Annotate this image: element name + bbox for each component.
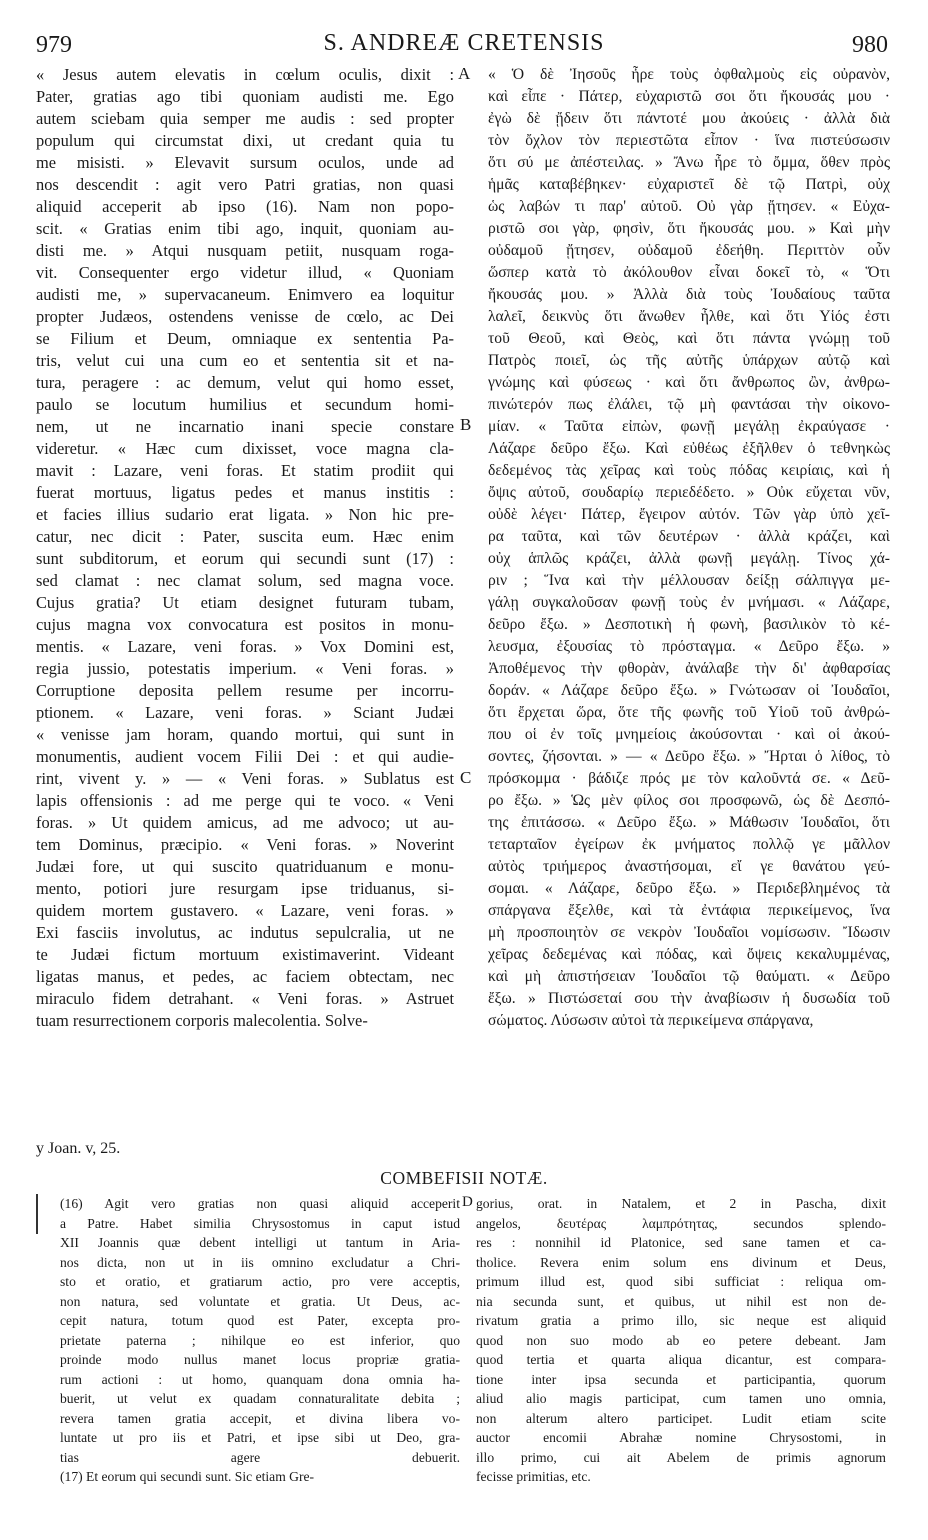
latin-text-line: fuerat mortuus, ligatus pedes et manus institis : — [36, 483, 454, 502]
latin-text-line: audisti me, » supervacaneum. Enimvero ea loquitur — [36, 285, 454, 304]
note-text-line: tias agere debuerit. — [60, 1449, 460, 1465]
greek-text-line: ὅτι ἔρχεται ὥρα, ὅτε τῆς φωνῆς τοῦ Υἱοῦ τοῦ ἀνθρώ- — [488, 704, 890, 721]
latin-text-line: scit. « Gratias enim tibi ago, inquit, quoniam au- — [36, 219, 454, 238]
note-text-line: revera tamen gratia accepit, et divina libera vo- — [60, 1410, 460, 1426]
greek-column — [488, 64, 890, 1032]
latin-text-line: Cujus gratia? Ut etiam designet futuram tubam, — [36, 593, 454, 612]
margin-bar — [36, 1194, 38, 1234]
greek-text-line: τεταρταῖον ἐγείρων ἐκ μνήματος πολλῷ γε μᾶλλον — [488, 836, 890, 853]
latin-text-line: quidem mortem gustavero. « Lazare, veni foras. » — [36, 901, 454, 920]
latin-text-line: et facies illius sudario erat ligata. » Non hic pre- — [36, 505, 454, 524]
latin-text-line: foras. » Ut quidem amicus, ad me advoco; ut au- — [36, 813, 454, 832]
note-text-line: buerit, ut velut ex quadam connaturalitate debita ; — [60, 1391, 460, 1406]
latin-column — [36, 64, 454, 1032]
note-text-line: illo primo, cui ait Abelem de primis agnorum — [476, 1449, 886, 1465]
left-page-number: 979 — [36, 32, 72, 58]
greek-text-line: ριστῶ σοι γὰρ, φησὶν, ὅτι ἤκουσάς μου. » Καὶ μὴν — [488, 220, 890, 237]
note-text-line: nos dicta, non ut in iis omnino excludatur a Chri- — [60, 1254, 460, 1270]
latin-text-line: tem Dominus, præcipio. « Veni foras. » Noverint — [36, 835, 454, 854]
latin-text-line: regia jussio, potestatis imperium. « Veni foras. » — [36, 659, 454, 678]
note-text-line: prietate paterna ; nihilque eo est inferior, quo — [60, 1332, 460, 1348]
note-text-line: XII Joannis quæ debent intelligi ut tantum in Aria- — [60, 1235, 460, 1250]
greek-text-line: ρο ἔξω. » Ὡς μὲν φίλος σοι προσφωνῶ, ὡς δὲ Δεσπό- — [488, 792, 890, 809]
greek-text-line: ἐγὼ δὲ ᾔδειν ὅτι πάντοτέ μου ἀκούεις · ἀλλὰ διὰ — [488, 110, 890, 127]
greek-text-line: σοντες, ζήσονται. » — « Δεῦρο ἔξω. » Ἤρται ὁ λίθος, τὸ — [488, 748, 890, 765]
greek-text-line: πινώτερόν πως ἐλάλει, τῷ μὴ φαντάσαι τὴν οἰκονο- — [488, 396, 890, 413]
note-text-line: auctor encomii Abrahæ nomine Chrysostomi, in — [476, 1430, 886, 1445]
greek-text-line: ὅτι σύ με ἀπέστειλας. » Ἄνω ἦρε τὸ ὄμμα, ὅθεν πρὸς — [488, 154, 890, 171]
latin-text-line: nos descendit : agit vero Patri gratias, non quasi — [36, 175, 454, 194]
greek-text-line: οὐδὲ λέγει· Πάτερ, ἔγειρον αὐτόν. Τῶν γὰρ ὑπὸ χεῖ- — [488, 506, 890, 523]
latin-text-line: sed clamat : nec clamat solum, sed magna voce. — [36, 571, 454, 590]
notes-left-column — [60, 1194, 460, 1487]
greek-text-line: Πατρὸς ποιεῖ, ὡς τῆς αὐτῆς ὑπάρχων αὐτῷ καὶ — [488, 352, 890, 369]
greek-text-line: γνώμης καὶ φύσεως · καὶ ὅτι ἄνθρωπος ὢν, ἀνθρω- — [488, 374, 890, 391]
greek-text-line: ὥσπερ κατὰ τὸ ἀκόλουθον εἶναι δοκεῖ τὸ, « Ὅτι — [488, 264, 890, 281]
latin-text-line: tris, velut cui una cum eo et sententia sit et na- — [36, 351, 454, 370]
latin-text-line: aliquid acceperit ab ipso (16). Nam non popo- — [36, 197, 454, 216]
note-text-line: tholice. Revera enim solum ens divinum et Deus, — [476, 1254, 886, 1270]
latin-text-line: Exi fasciis involutus, ac indutus sepulcralia, ut ne — [36, 923, 454, 942]
note-text-line: a Patre. Habet similia Chrysostomus in caput istud — [60, 1215, 460, 1231]
running-title: S. ANDREÆ CRETENSIS — [323, 30, 605, 56]
note-text-line: (16) Agit vero gratias non quasi aliquid acceperit — [60, 1196, 460, 1211]
greek-text-line: λευσμα, ἐξουσίας τὸ πρόσταγμα. « Δεῦρο ἔξω. » — [488, 638, 890, 655]
latin-text-line: tuam resurrectionem corporis malecolentia. Solve- — [36, 1011, 368, 1030]
section-marker-d: D — [462, 1194, 473, 1210]
note-text-line: rum actioni : ut homo, quanquam dona omnia ha- — [60, 1371, 460, 1387]
note-text-line: rivatum gratia a primo illo, sic neque est aliquid — [476, 1313, 886, 1328]
latin-text-line: rint, vivent y. » — « Veni foras. » Sublatus est — [36, 769, 454, 788]
greek-text-line: που οἱ ἐν τοῖς μνημείοις ἀκούσονται · καὶ οἱ ἀκού- — [488, 726, 890, 743]
greek-text-line: σώματος. Λύσωσιν αὐτοὶ τὰ περικείμενα σπάργανα, — [488, 1012, 814, 1029]
greek-text-line: ἤκουσάς μου. » Ἀλλὰ διὰ τοὺς Ἰουδαίους ταῦτα — [488, 286, 890, 303]
greek-text-line: ὄψις αὐτοῦ, σουδαρίῳ περιεδέδετο. » Οὐκ εὔχεται νῦν, — [488, 484, 890, 501]
latin-text-line: sunt subditorum, et eorum qui secundi sunt (17) : — [36, 549, 454, 568]
right-page-number: 980 — [852, 32, 888, 58]
latin-text-line: cujus magna vox convocatura est positos in monu- — [36, 615, 454, 634]
greek-text-line: « Ὁ δὲ Ἰησοῦς ἦρε τοὺς ὀφθαλμοὺς εἰς οὐρανὸν, — [488, 66, 890, 83]
section-marker-b: B — [460, 415, 472, 434]
greek-text-line: ἔξω. » Πιστώσεταί σου τὴν ἀναβίωσιν ἡ δυσωδία τοῦ — [488, 990, 890, 1007]
greek-text-line: της ἐπιτάσσω. « Δεῦρο ἔξω. » Μάθωσιν Ἰουδαῖοι, ὅτι — [488, 814, 890, 831]
latin-text-line: Pater, gratias ago tibi quoniam audisti me. Ego — [36, 87, 454, 106]
greek-text-line: γάλῃ συγκαλοῦσαν φωνῇ τοὺς ἐν μνήμασι. « Λάζαρε, — [488, 594, 890, 611]
scripture-footnote: y Joan. v, 25. — [36, 1140, 121, 1157]
note-text-line: proinde modo nullus manet locus propriæ gratia- — [60, 1352, 460, 1367]
note-text-line: res : nonnihil id Platonice, sed sane tamen et ca- — [476, 1235, 886, 1250]
latin-text-line: vit. Consequenter ergo videtur illud, « Quoniam — [36, 263, 454, 282]
note-text-line: gorius, orat. in Natalem, et 2 in Pascha, dixit — [476, 1196, 886, 1211]
section-marker-a: A — [458, 64, 471, 83]
greek-text-line: ὡς λαβών τι παρ' αὐτοῦ. Οὐ γὰρ ᾔτησεν. « Εὐχα- — [488, 198, 890, 215]
note-text-line: aliud alio magis participat, cum tamen uno omnia, — [476, 1391, 886, 1406]
latin-text-line: nem, ut ne incarnatio inani specie constare — [36, 417, 454, 436]
notes-right-column — [476, 1194, 886, 1487]
latin-text-line: se Filium et Deum, omniaque ex sententia Pa- — [36, 329, 454, 348]
latin-text-line: me misisti. » Elevavit sursum oculos, unde ad — [36, 153, 454, 172]
section-marker-c: C — [460, 768, 472, 787]
latin-text-line: mentis. « Lazare, veni foras. » Vox Domini est, — [36, 637, 454, 656]
note-text-line: angelos, δευτέρας λαμπρότητας, secundos splendo- — [476, 1215, 886, 1231]
greek-text-line: δοράν. « Λάζαρε δεῦρο ἔξω. » Γνώτωσαν οἱ Ἰουδαῖοι, — [488, 682, 890, 699]
latin-text-line: lapis offensionis : ad me perge qui te voco. « Veni — [36, 791, 454, 810]
latin-text-line: mento, potiori jure resurgam ipse triduanus, si- — [36, 879, 454, 898]
latin-text-line: mavit : Lazare, veni foras. Et statim prodiit qui — [36, 461, 454, 480]
note-text-line: cepit natura, totum quod est Pater, excepta pro- — [60, 1313, 460, 1328]
latin-text-line: te Judæi fictum mortuum existimaverint. Videant — [36, 945, 454, 964]
latin-text-line: disti me. » Atqui nusquam petiit, nusquam roga- — [36, 241, 454, 260]
greek-text-line: ἡμᾶς καταβέβηκεν· εὐχαριστεῖ δὲ τῷ Πατρὶ, οὐχ — [488, 176, 890, 193]
latin-text-line: tura, peragere : ac demum, velut qui homo esset, — [36, 373, 454, 392]
note-text-line: (17) Et eorum qui secundi sunt. Sic etiam Gre- — [60, 1469, 315, 1484]
greek-text-line: Λάζαρε δεῦρο ἔξω. Καὶ εὐθέως ἐξῆλθεν ὁ τεθνηκὼς — [488, 440, 890, 457]
note-text-line: non natura, sed voluntate et gratia. Ut Deus, ac- — [60, 1293, 460, 1309]
note-text-line: sto et oratio, et gratiarum actio, pro vere acceptis, — [60, 1274, 460, 1289]
note-text-line: nia secunda sunt, et quibus, ut nihil est non de- — [476, 1293, 886, 1309]
latin-text-line: monumentis, audient vocem Filii Dei : et qui audie- — [36, 747, 454, 766]
greek-text-line: Ἀποθέμενος τὴν φθορὰν, ἀνάλαβε τὴν δι' ἀφθαρσίας — [488, 660, 890, 677]
greek-text-line: μὴ προσποιητὸν σε νεκρὸν Ἰουδαῖοι νομίσωσιν. Ἴδωσιν — [488, 924, 890, 941]
greek-text-line: λαλεῖ, δεικνὺς ὅτι ἄνωθεν ἦλθε, καὶ ὅτι Υἱός ἐστι — [488, 308, 890, 325]
latin-text-line: videretur. « Hæc cum dixisset, voce magna cla- — [36, 439, 454, 458]
latin-text-line: miraculo fidem detrahant. « Veni foras. » Astruet — [36, 989, 454, 1008]
greek-text-line: ριν ; Ἵνα καὶ τὴν μέλλουσαν δείξῃ σάλπιγγα με- — [488, 572, 890, 589]
greek-text-line: καὶ εἶπε · Πάτερ, εὐχαριστῶ σοι ὅτι ἤκουσάς μου · — [488, 88, 890, 105]
notes-title: COMBEFISII NOTÆ. — [380, 1168, 548, 1188]
latin-text-line: « Jesus autem elevatis in cœlum oculis, dixit : — [36, 65, 454, 84]
latin-text-line: catur, nec dicit : Pater, suscita eum. Hæc enim — [36, 527, 454, 546]
greek-text-line: οὐδαμοῦ ᾔτησεν, οὐδαμοῦ ἐδεήθη. Περιττὸν οὖν — [488, 242, 890, 259]
note-text-line: luntate ut pro iis et Patri, et ipse sibi ut Deo, gra- — [60, 1430, 460, 1445]
note-text-line: tione inter ipsa secunda et participantia, quorum — [476, 1371, 886, 1387]
greek-text-line: καὶ μὴ ἀπιστήσειαν Ἰουδαῖοι τῷ θαύματι. « Δεῦρο — [488, 968, 890, 985]
greek-text-line: ρα ταῦτα, καὶ τῶν δευτέρων · ἀλλὰ κράζει, καὶ — [488, 528, 890, 545]
greek-text-line: σομαι. « Λάζαρε, δεῦρο ἔξω. » Περιδεβλημένος τὰ — [488, 880, 890, 897]
latin-text-line: propter Judæos, ostendens venisse de cœlo, ac Dei — [36, 307, 454, 326]
note-text-line: quod tertia et quarta aliqua dicantur, est compara- — [476, 1352, 886, 1367]
note-text-line: primum illud est, quod sibi sufficiat : reliqua om- — [476, 1274, 886, 1289]
greek-text-line: οὐχ ἁπλῶς κράζει, ἀλλὰ φωνῇ μεγάλῃ. Τίνος χά- — [488, 550, 890, 567]
greek-text-line: χεῖρας δεδεμένας καὶ πόδας, καὶ ὄψεις κεκαλυμμένας, — [488, 946, 890, 963]
latin-text-line: Judæi fore, ut qui suscito quatriduanum e monu- — [36, 857, 454, 876]
greek-text-line: τοῦ Θεοῦ, καὶ Θεὸς, καὶ ὅτι πάντα γνώμῃ τοῦ — [488, 330, 890, 347]
note-text-line: fecisse primitias, etc. — [476, 1469, 591, 1484]
latin-text-line: ligatas manus, et pedes, ac faciem obtectam, nec — [36, 967, 454, 986]
latin-text-line: populum qui circumstat dixi, ut credant quia tu — [36, 131, 454, 150]
note-text-line: quod non suo modo ab eo petere debeant. Jam — [476, 1332, 886, 1348]
greek-text-line: δεδεμένος τὰς χεῖρας καὶ τοὺς πόδας κειρίαις, καὶ ἡ — [488, 462, 890, 479]
latin-text-line: Corruptione deposita pellem resume per incorru- — [36, 681, 454, 700]
greek-text-line: πρόσκομμα · βάδιζε πρός με τὸν καλοῦντά σε. « Δεῦ- — [488, 770, 890, 787]
greek-text-line: μίαν. « Ταῦτα εἰπὼν, φωνῇ μεγάλῃ ἐκραύγασε · — [488, 418, 890, 435]
latin-text-line: paulo se locutum humilius et secundum homi- — [36, 395, 454, 414]
greek-text-line: αὐτὸς τριήμερος ἀναστήσομαι, εἴ γε θανάτου γεύ- — [488, 858, 890, 875]
latin-text-line: « venisse jam horam, quando mortui, qui sunt in — [36, 725, 454, 744]
latin-text-line: ptionem. « Lazare, veni foras. » Sciant Judæi — [36, 703, 454, 722]
note-text-line: non alterum altero participet. Ludit etiam scite — [476, 1410, 886, 1426]
greek-text-line: δεῦρο ἔξω. » Δεσποτικὴ ἡ φωνὴ, βασιλικὸν τὸ κέ- — [488, 616, 890, 633]
latin-text-line: autem sciebam quia semper me audis : sed propter — [36, 109, 454, 128]
greek-text-line: σπάργανα ἔξελθε, καὶ τὰ ἐντάφια περικείμενος, ἵνα — [488, 902, 890, 919]
greek-text-line: τὸν ὄχλον τὸν περιεστῶτα εἶπον · ἵνα πιστεύσωσιν — [488, 132, 890, 149]
